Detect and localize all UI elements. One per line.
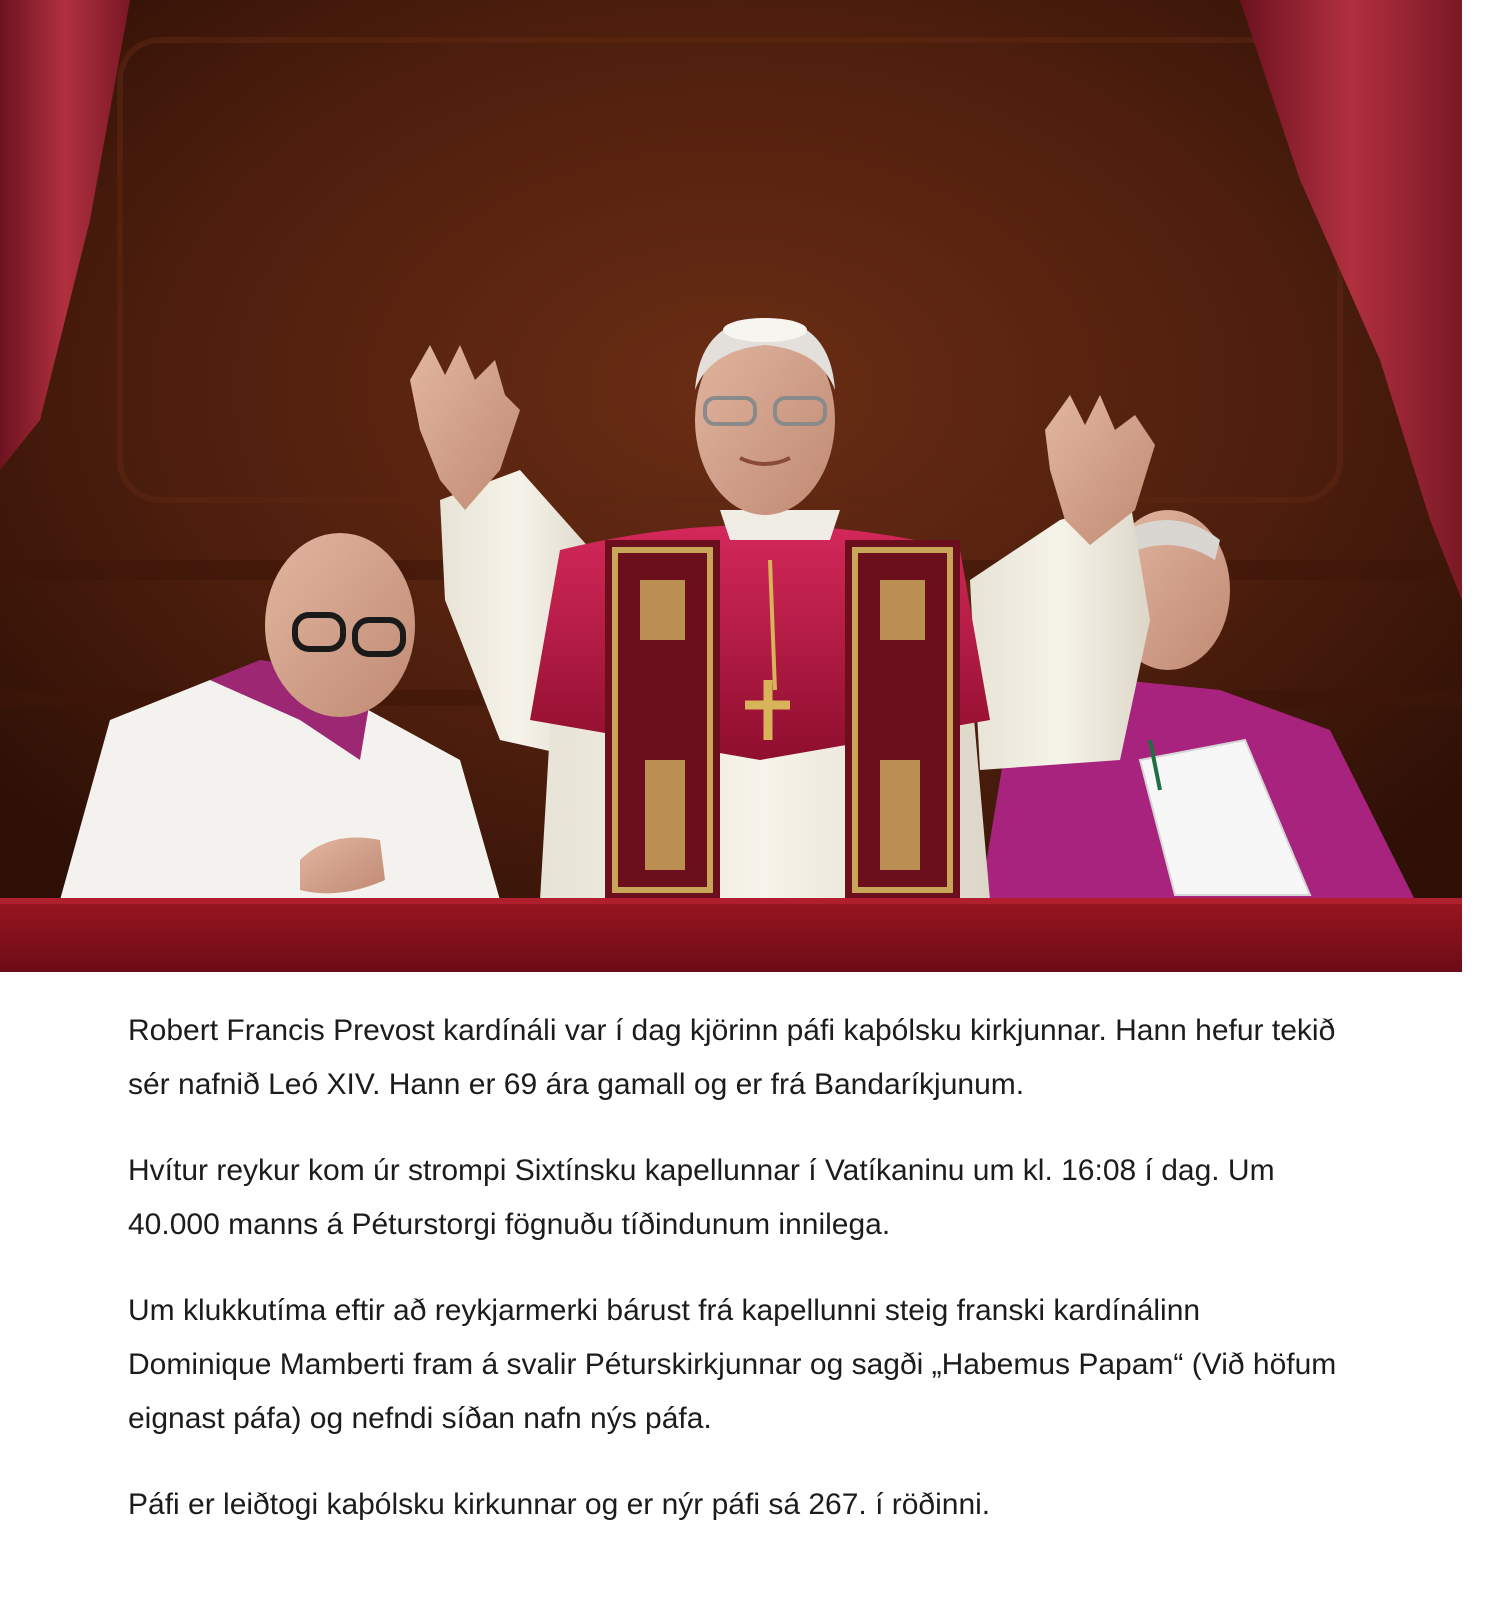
article-body (128, 1004, 1348, 1564)
page-edge (1462, 0, 1492, 1600)
article-paragraph: Páfi er leiðtogi kaþólsku kirkunnar og er nýr páfi sá 267. í röðinni. (128, 1488, 991, 1521)
balcony-drape (0, 898, 1462, 972)
article-paragraph: Hvítur reykur kom úr strompi Sixtínsku kapellunnar í Vatíkaninu um kl. 16:08 í dag. Um 40.000 manns á Péturstorgi fögnuðu tíðindunum innilega. (128, 1154, 1275, 1241)
article-paragraph: Um klukkutíma eftir að reykjarmerki bárust frá kapellunni steig franski kardínálinn Dominique Mamberti fram á svalir Péturskirkjunnar og sagði „Habemus Papam“ (Við höfum eignast páfa) og nefndi síðan nafn nýs páfa. (128, 1294, 1337, 1435)
article-paragraph: Robert Francis Prevost kardínáli var í dag kjörinn páfi kaþólsku kirkjunnar. Hann hefur tekið sér nafnið Leó XIV. Hann er 69 ára gamall og er frá Bandaríkjunum. (128, 1014, 1336, 1101)
